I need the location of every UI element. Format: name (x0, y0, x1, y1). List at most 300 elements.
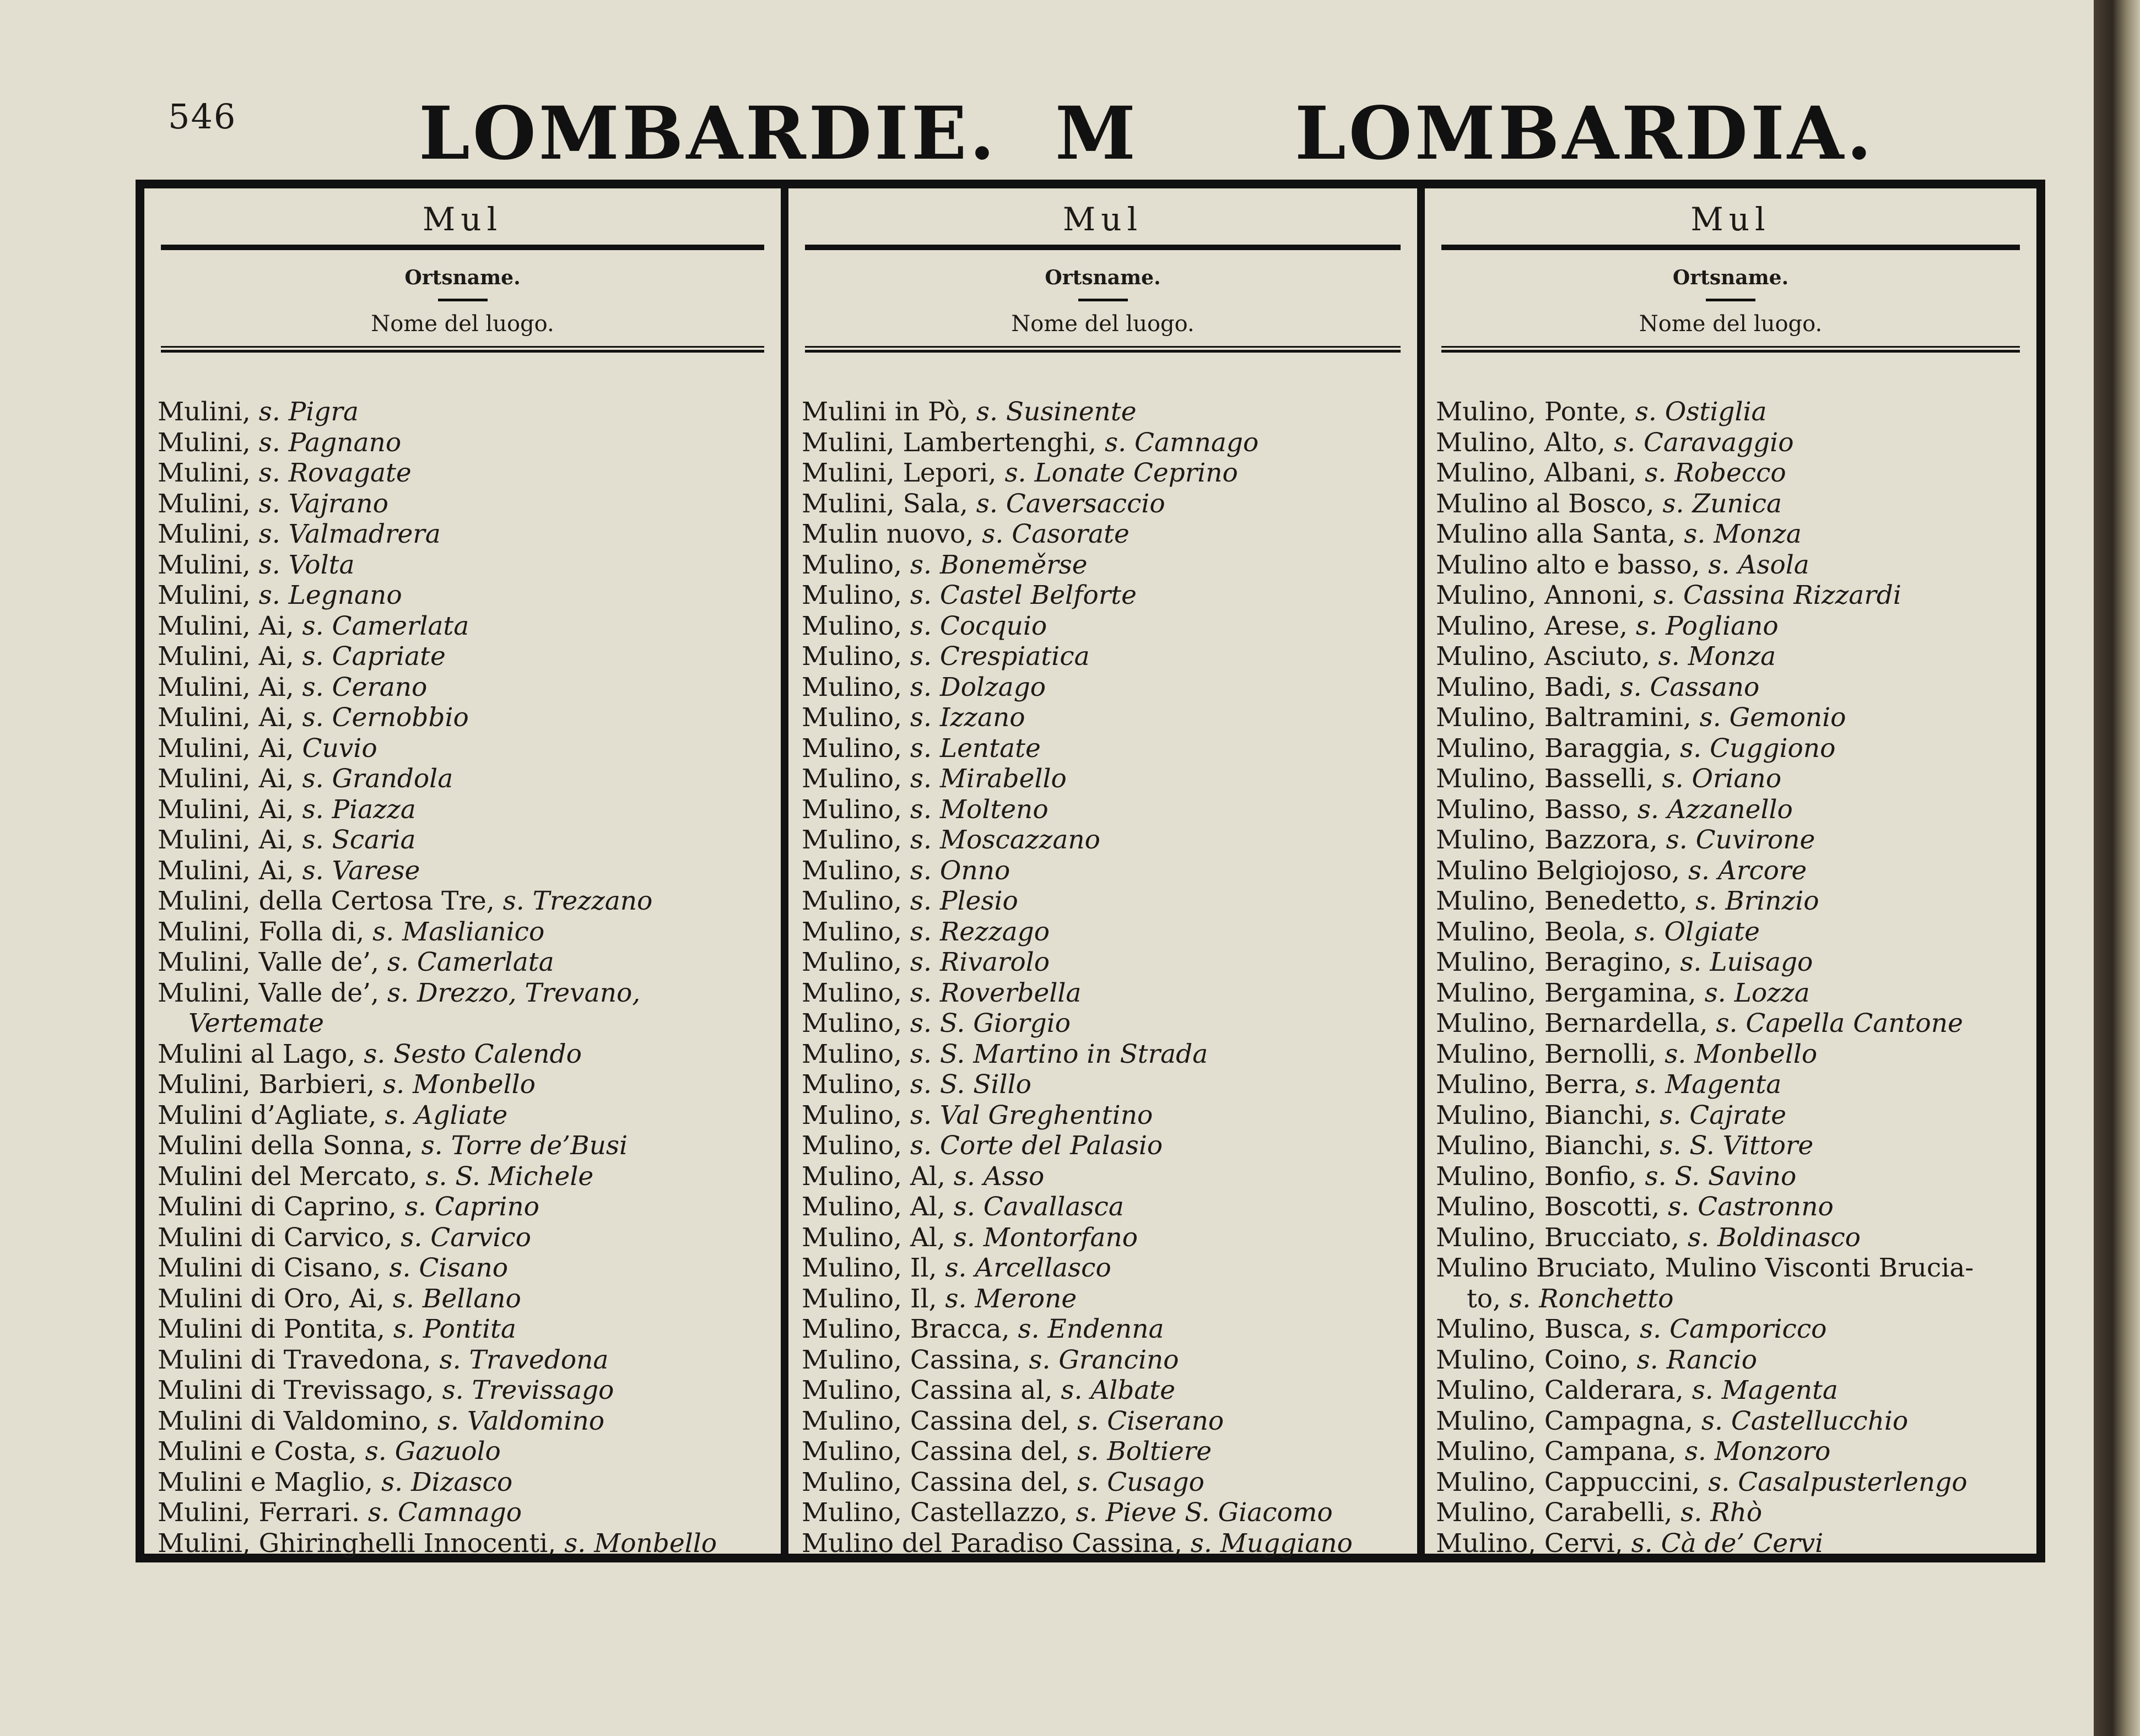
entry-name: Mulino, Basso, (1436, 794, 1638, 825)
entry-name: Mulino, Baltramini, (1436, 702, 1700, 733)
entry-see-marker: s. (1701, 1405, 1731, 1436)
header-rule (805, 245, 1401, 250)
list-item (158, 1131, 775, 1161)
entry-parish: S. Giorgio (939, 1008, 1071, 1039)
entry-see-marker: s. (381, 1467, 411, 1497)
list-item (802, 1008, 1412, 1039)
entry-parish: Susinente (1006, 397, 1137, 427)
entry-see-marker: s. (1680, 1497, 1711, 1528)
entry-see-marker: s. (953, 1222, 983, 1253)
list-item (1436, 550, 2031, 581)
short-rule (1706, 299, 1755, 301)
entry-see-marker: s. (382, 1069, 413, 1100)
entry-name: Mulino, Asciuto, (1436, 641, 1658, 672)
entry-name: Mulini, Lepori, (802, 458, 1005, 488)
entry-parish: Luisago (1710, 947, 1813, 977)
list-item (1436, 1314, 2031, 1345)
entry-see-marker: s. (302, 855, 332, 886)
running-head-left: LOMBARDIE. (419, 91, 998, 176)
list-item (158, 1528, 775, 1559)
entry-see-marker: s. (1190, 1528, 1220, 1559)
list-item (158, 1375, 775, 1406)
entry-parish: Oriano (1692, 764, 1782, 794)
entry-name: Mulino, Bergamina, (1436, 977, 1705, 1008)
entry-name: Mulino, Boscotti, (1436, 1192, 1668, 1222)
entry-name: Mulino, Arese, (1436, 610, 1636, 641)
list-item (158, 733, 775, 764)
entry-parish: Moscazzano (939, 825, 1100, 855)
list-item (158, 764, 775, 794)
entry-parish: Carvico (430, 1222, 531, 1253)
entry-name: Mulino al Bosco, (1436, 488, 1663, 519)
entry-see-marker: s. (945, 1253, 975, 1283)
list-item (158, 1039, 775, 1070)
entry-parish: Dolzago (939, 672, 1046, 702)
entry-parish: Drezzo, Trevano, (417, 977, 641, 1008)
entry-name: Mulino, (802, 580, 910, 610)
list-item (1436, 1436, 2031, 1467)
list-item (802, 489, 1412, 520)
column-label-italian: Nome del luogo. (1011, 311, 1195, 337)
entry-parish: Cerano (332, 672, 428, 702)
entry-parish: Casorate (1012, 519, 1130, 549)
list-item (158, 428, 775, 458)
entry-parish: Scaria (332, 825, 416, 855)
entry-name: Mulino, Cassina del, (802, 1405, 1078, 1436)
entry-name: Mulino, Bracca, (802, 1314, 1018, 1344)
entry-parish: Monbello (594, 1528, 717, 1559)
entry-see-marker: s. (389, 1253, 419, 1283)
entry-see-marker: s. (1684, 519, 1714, 549)
list-item (158, 978, 775, 1009)
entry-name: Mulini, Ai, (158, 764, 302, 794)
entry-name: Mulino, Bianchi, (1436, 1100, 1660, 1131)
entry-parish: Cà de’ Cervi (1661, 1528, 1824, 1559)
list-item (1436, 917, 2031, 948)
entry-name: Mulino, Badi, (1436, 672, 1620, 702)
list-item (158, 1497, 775, 1528)
entry-see-marker: s. (1061, 1375, 1091, 1405)
list-item (802, 641, 1412, 672)
entry-name: Mulini di Cisano, (158, 1253, 390, 1283)
entry-parish: Roverbella (939, 977, 1082, 1008)
entry-see-marker: s. (910, 1131, 940, 1161)
entry-see-marker: s. (910, 855, 940, 886)
entry-see-marker: s. (1680, 733, 1710, 764)
list-item (1436, 428, 2031, 458)
entry-parish: Magenta (1721, 1375, 1838, 1405)
entry-parish: S. Michele (455, 1161, 594, 1192)
entry-see-marker: s. (1665, 1039, 1695, 1069)
entry-parish: Molteno (939, 794, 1049, 825)
entry-see-marker: s. (976, 488, 1006, 519)
list-item (1436, 580, 2031, 611)
entry-parish: Rancio (1666, 1344, 1758, 1375)
list-item (1436, 1345, 2031, 1376)
entry-parish: Vertemate (188, 1008, 324, 1039)
entry-parish: Monzoro (1714, 1436, 1831, 1467)
header-double-rule (805, 346, 1401, 353)
entry-parish: Onno (939, 855, 1010, 886)
entry-see-marker: s. (1004, 458, 1035, 488)
list-item (1436, 519, 2031, 550)
entry-name: Mulino, Bonfio, (1436, 1161, 1645, 1192)
entry-name: Mulino, (802, 947, 910, 977)
list-item (802, 886, 1412, 917)
entry-name: Mulini, (158, 580, 259, 610)
list-item (1436, 978, 2031, 1009)
list-item (1436, 1008, 2031, 1039)
list-item (802, 1284, 1412, 1315)
list-item (802, 702, 1412, 733)
entry-see-marker: s. (910, 1069, 940, 1100)
list-item (802, 1069, 1412, 1100)
entry-name: Mulino, Annoni, (1436, 580, 1653, 610)
entry-parish: Albate (1090, 1375, 1176, 1405)
entry-see-marker: s. (1634, 916, 1665, 947)
entry-parish: Ciserano (1107, 1405, 1224, 1436)
entry-name: Mulino, (802, 641, 910, 672)
entry-parish: Gazuolo (395, 1436, 501, 1467)
entry-see-marker: s. (368, 1497, 398, 1528)
list-item (158, 550, 775, 581)
entry-name: Mulini, Ferrari. (158, 1497, 368, 1528)
entry-see-marker: s. (976, 397, 1006, 427)
entry-name: Mulino, Cassina, (802, 1344, 1029, 1375)
entry-name: Mulino, Beola, (1436, 916, 1635, 947)
entry-list (158, 397, 775, 1559)
list-item (1436, 1497, 2031, 1528)
list-item (1436, 1131, 2031, 1161)
entry-see-marker: s. (258, 580, 289, 610)
list-item (158, 489, 775, 520)
entry-name: Mulini, Valle de’, (158, 977, 387, 1008)
entry-see-marker: s. (302, 794, 332, 825)
entry-see-marker: s. (442, 1375, 472, 1405)
entry-parish: Grandola (332, 764, 453, 794)
list-item (1436, 1528, 2031, 1559)
entry-name: Mulino, (802, 886, 910, 916)
entry-name: Mulini, della Certosa Tre, (158, 886, 503, 916)
entry-see-marker: s. (953, 1192, 983, 1222)
entry-parish: Capella Cantone (1745, 1008, 1963, 1039)
list-item (802, 580, 1412, 611)
entry-name: Mulino, (802, 733, 910, 764)
list-item (158, 1253, 775, 1284)
entry-name: Mulino, Bazzora, (1436, 825, 1666, 855)
entry-see-marker: s. (945, 1283, 975, 1314)
entry-see-marker: s. (1018, 1314, 1048, 1344)
entry-see-marker: s. (910, 610, 940, 641)
entry-see-marker: s. (1704, 977, 1734, 1008)
entry-name: Mulino, Bianchi, (1436, 1131, 1660, 1161)
header-double-rule (1441, 346, 2020, 353)
entry-see-marker: s. (1658, 641, 1688, 672)
list-item (158, 519, 775, 550)
entry-parish: Corte del Palasio (939, 1131, 1163, 1161)
entry-name: Mulino, Castellazzo, (802, 1497, 1076, 1528)
column-label-german: Ortsname. (1045, 266, 1161, 289)
short-rule (438, 299, 488, 301)
entry-parish: Agliate (414, 1100, 508, 1131)
entry-see-marker: s. (1029, 1344, 1059, 1375)
entry-name: Mulino, Benedetto, (1436, 886, 1696, 916)
entry-name: Mulino, (802, 672, 910, 702)
entry-parish: Cuggiono (1710, 733, 1836, 764)
list-item (158, 1314, 775, 1345)
entry-parish: Cassina Rizzardi (1683, 580, 1901, 610)
entry-name: Mulino, (802, 702, 910, 733)
entry-parish: Robecco (1674, 458, 1786, 488)
list-item (802, 794, 1412, 825)
entry-parish: Ostiglia (1665, 397, 1767, 427)
entry-see-marker: s. (1688, 855, 1718, 886)
entry-parish: S. Sillo (939, 1069, 1031, 1100)
entry-parish: Rhò (1710, 1497, 1763, 1528)
entry-name: Mulini in Pò, (802, 397, 976, 427)
entry-name: Mulino, Bernardella, (1436, 1008, 1716, 1039)
column-key: Mul (1062, 201, 1143, 238)
entry-parish: Izzano (939, 702, 1025, 733)
list-item (158, 1008, 775, 1039)
entry-parish: Plesio (939, 886, 1018, 916)
entry-parish: Camporicco (1669, 1314, 1827, 1344)
list-item (1436, 641, 2031, 672)
entry-see-marker: s. (910, 977, 940, 1008)
column-label-italian: Nome del luogo. (1639, 311, 1823, 337)
list-item (158, 1467, 775, 1498)
list-item (802, 856, 1412, 886)
entry-parish: Cuvio (302, 733, 377, 764)
entry-see-marker: s. (910, 1039, 940, 1069)
entry-see-marker: s. (393, 1314, 423, 1344)
entry-parish: Castronno (1698, 1192, 1834, 1222)
list-item (802, 978, 1412, 1009)
entry-parish: S. Martino in Strada (939, 1039, 1208, 1069)
list-item (802, 1100, 1412, 1131)
entry-parish: Arcellasco (975, 1253, 1111, 1283)
entry-see-marker: s. (387, 977, 417, 1008)
entry-parish: Capriate (332, 641, 446, 672)
entry-name: to, (1467, 1283, 1510, 1314)
list-item (158, 825, 775, 856)
entry-parish: Olgiate (1664, 916, 1760, 947)
entry-see-marker: s. (1631, 1528, 1661, 1559)
list-item (802, 550, 1412, 581)
entry-parish: Cusago (1107, 1467, 1204, 1497)
entry-see-marker: s. (258, 458, 289, 488)
entry-parish: Caprino (434, 1192, 539, 1222)
list-item (1436, 733, 2031, 764)
entry-see-marker: s. (1668, 1192, 1698, 1222)
table-frame (136, 180, 2045, 1562)
list-item (1436, 397, 2031, 428)
entry-see-marker: s. (372, 916, 402, 947)
entry-parish: Volta (288, 549, 355, 580)
entry-see-marker: s. (1645, 1161, 1675, 1192)
entry-see-marker: s. (502, 886, 533, 916)
entry-see-marker: s. (258, 549, 289, 580)
entry-see-marker: s. (1708, 1467, 1738, 1497)
entry-see-marker: s. (302, 702, 332, 733)
entry-see-marker: s. (401, 1222, 431, 1253)
entry-see-marker: s. (385, 1100, 415, 1131)
entry-name: Mulino, Cassina al, (802, 1375, 1061, 1405)
entry-parish: Sesto Calendo (393, 1039, 582, 1069)
entry-see-marker: s. (1645, 458, 1675, 488)
entry-parish: Dizasco (410, 1467, 513, 1497)
entry-parish: Lonate Ceprino (1034, 458, 1238, 488)
entry-name: Mulino, (802, 794, 910, 825)
list-item (802, 458, 1412, 489)
list-item (802, 519, 1412, 550)
entry-name: Mulino, (802, 1039, 910, 1069)
entry-parish: Asola (1738, 549, 1809, 580)
entry-see-marker: s. (1613, 427, 1644, 458)
entry-parish: Castellucchio (1731, 1405, 1909, 1436)
list-item (1436, 1161, 2031, 1192)
entry-name: Mulino, Coino, (1436, 1344, 1637, 1375)
entry-name: Mulino, Berra, (1436, 1069, 1636, 1100)
entry-parish: Rezzago (939, 916, 1050, 947)
entry-parish: Maslianico (402, 916, 545, 947)
list-item (158, 886, 775, 917)
page-number: 546 (168, 96, 237, 137)
entry-see-marker: s. (1687, 1222, 1717, 1253)
list-item (802, 1131, 1412, 1161)
list-item (802, 1406, 1412, 1437)
list-item (802, 1192, 1412, 1223)
entry-name: Mulini, (158, 427, 259, 458)
entry-name: Mulini e Costa, (158, 1436, 365, 1467)
entry-parish: Crespiatica (939, 641, 1090, 672)
entry-see-marker: s. (1077, 1405, 1107, 1436)
entry-parish: Boltiere (1107, 1436, 1212, 1467)
entry-name: Mulino, Beragino, (1436, 947, 1680, 977)
entry-see-marker: s. (910, 764, 940, 794)
entry-parish: Caravaggio (1643, 427, 1794, 458)
entry-parish: Casalpusterlengo (1738, 1467, 1968, 1497)
column-key: Mul (1690, 201, 1771, 238)
entry-see-marker: s. (1662, 764, 1692, 794)
entry-name: Mulini di Valdomino, (158, 1405, 437, 1436)
entry-parish: Val Greghentino (939, 1100, 1153, 1131)
list-item (1436, 1039, 2031, 1070)
list-item (158, 1345, 775, 1376)
entry-name: Mulin nuovo, (802, 519, 982, 549)
entry-parish: Pogliano (1665, 610, 1779, 641)
entry-name: Mulini al Lago, (158, 1039, 364, 1069)
entry-parish: Varese (332, 855, 420, 886)
entry-see-marker: s. (1708, 549, 1738, 580)
entry-see-marker: s. (1666, 825, 1696, 855)
entry-parish: Camerlata (332, 610, 469, 641)
column-2 (781, 188, 1417, 1559)
list-item (158, 611, 775, 642)
entry-parish: Cassano (1650, 672, 1760, 702)
entry-name: Mulini del Mercato, (158, 1161, 426, 1192)
entry-name: Mulini, Ai, (158, 855, 302, 886)
entry-see-marker: s. (258, 427, 289, 458)
list-item (1436, 702, 2031, 733)
entry-see-marker: s. (1692, 1375, 1722, 1405)
entry-name: Mulino, Cervi, (1436, 1528, 1631, 1559)
entry-name: Mulino, Cappuccini, (1436, 1467, 1709, 1497)
entry-see-marker: s. (425, 1161, 456, 1192)
entry-see-marker: s. (1684, 1436, 1715, 1467)
entry-parish: Trevissago (472, 1375, 614, 1405)
list-item (802, 611, 1412, 642)
entry-parish: Legnano (288, 580, 402, 610)
list-item (1436, 794, 2031, 825)
entry-name: Mulini, Folla di, (158, 916, 372, 947)
list-item (1436, 1406, 2031, 1437)
entry-name: Mulini e Maglio, (158, 1467, 381, 1497)
entry-see-marker: s. (1076, 1497, 1106, 1528)
entry-name: Mulino, Ponte, (1436, 397, 1635, 427)
column-label-german: Ortsname. (1672, 266, 1789, 289)
entry-see-marker: s. (364, 1039, 394, 1069)
book-gutter-edge (2094, 0, 2140, 1736)
entry-see-marker: s. (953, 1161, 983, 1192)
entry-name: Mulini, Valle de’, (158, 947, 387, 977)
entry-name: Mulino Belgiojoso, (1436, 855, 1688, 886)
list-item (1436, 856, 2031, 886)
entry-list (1436, 397, 2031, 1559)
entry-name: Mulini di Trevissago, (158, 1375, 442, 1405)
list-item (158, 580, 775, 611)
entry-name: Mulino, Campagna, (1436, 1405, 1701, 1436)
entry-name: Mulini della Sonna, (158, 1131, 421, 1161)
list-item (158, 794, 775, 825)
list-item (1436, 1375, 2031, 1406)
entry-parish: Boldinasco (1717, 1222, 1861, 1253)
entry-see-marker: s. (1635, 610, 1666, 641)
entry-parish: Asso (983, 1161, 1045, 1192)
entry-parish: Boneměrse (939, 549, 1088, 580)
entry-see-marker: s. (392, 1283, 423, 1314)
list-item (1436, 886, 2031, 917)
entry-name: Mulini, (158, 549, 259, 580)
entry-see-marker: s. (1640, 1314, 1670, 1344)
entry-parish: Castel Belforte (939, 580, 1137, 610)
list-item (802, 733, 1412, 764)
running-head-letter: M (1055, 91, 1139, 176)
entry-parish: Montorfano (983, 1222, 1138, 1253)
entry-name: Mulini, Ai, (158, 610, 302, 641)
list-item (1436, 489, 2031, 520)
entry-name: Mulini, Ai, (158, 641, 302, 672)
entry-name: Mulino, Cassina del, (802, 1467, 1078, 1497)
entry-name: Mulini di Pontita, (158, 1314, 393, 1344)
entry-parish: Valdomino (467, 1405, 605, 1436)
list-item (158, 397, 775, 428)
entry-parish: Magenta (1665, 1069, 1782, 1100)
entry-see-marker: s. (1635, 397, 1665, 427)
entry-name: Mulino del Paradiso Cassina, (802, 1528, 1191, 1559)
list-item (158, 856, 775, 886)
entry-name: Mulini, Ai, (158, 733, 302, 764)
entry-see-marker: s. (437, 1405, 467, 1436)
entry-name: Mulino, (802, 1008, 910, 1039)
header-rule (1441, 245, 2020, 250)
entry-see-marker: s. (910, 672, 940, 702)
entry-name: Mulino, (802, 855, 910, 886)
entry-see-marker: s. (1637, 794, 1667, 825)
list-item (1436, 611, 2031, 642)
list-item (802, 1314, 1412, 1345)
column-1 (144, 188, 781, 1559)
